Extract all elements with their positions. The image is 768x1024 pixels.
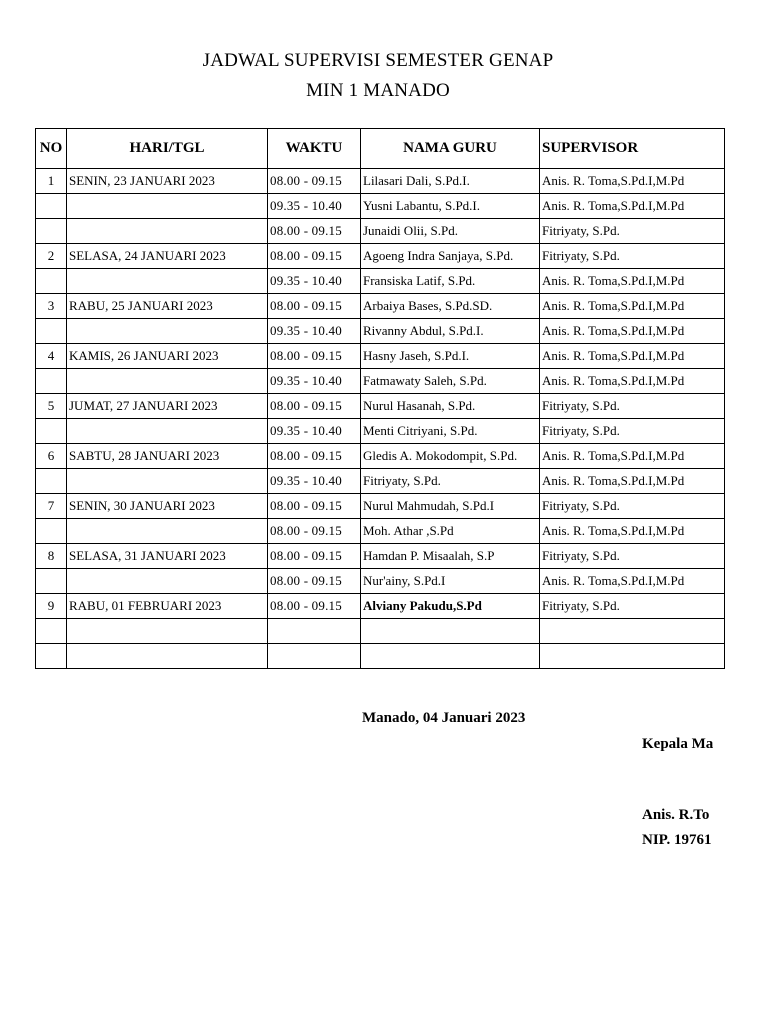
cell-hari-tgl: SENIN, 23 JANUARI 2023 [67, 169, 268, 194]
cell-nama-guru: Alviany Pakudu,S.Pd [361, 594, 540, 619]
cell-no [36, 219, 67, 244]
signatory-name: Anis. R.To [642, 807, 710, 823]
schedule-table [35, 128, 725, 669]
table-row [36, 469, 725, 494]
table-row [36, 444, 725, 469]
cell-nama-guru: Fatmawaty Saleh, S.Pd. [361, 369, 540, 394]
cell-hari-tgl: SELASA, 31 JANUARI 2023 [67, 544, 268, 569]
document-title: JADWAL SUPERVISI SEMESTER GENAP [202, 50, 554, 71]
document-subtitle: MIN 1 MANADO [306, 80, 450, 101]
cell-nama-guru: Nurul Hasanah, S.Pd. [361, 394, 540, 419]
cell-hari-tgl [67, 644, 268, 669]
cell-waktu: 09.35 - 10.40 [268, 194, 361, 219]
cell-no [36, 369, 67, 394]
cell-supervisor: Fitriyaty, S.Pd. [540, 219, 725, 244]
header-row [36, 129, 725, 169]
table-body [36, 169, 725, 669]
cell-waktu: 09.35 - 10.40 [268, 319, 361, 344]
cell-supervisor: Fitriyaty, S.Pd. [540, 544, 725, 569]
signatory-nip: NIP. 19761 [642, 832, 712, 848]
cell-nama-guru: Fitriyaty, S.Pd. [361, 469, 540, 494]
cell-supervisor: Anis. R. Toma,S.Pd.I,M.Pd [540, 194, 725, 219]
cell-nama-guru: Agoeng Indra Sanjaya, S.Pd. [361, 244, 540, 269]
column-header-nama-guru: NAMA GURU [361, 129, 540, 169]
cell-no: 1 [36, 169, 67, 194]
cell-no [36, 644, 67, 669]
cell-no [36, 619, 67, 644]
cell-waktu: 09.35 - 10.40 [268, 469, 361, 494]
cell-supervisor: Anis. R. Toma,S.Pd.I,M.Pd [540, 444, 725, 469]
cell-supervisor [540, 644, 725, 669]
cell-hari-tgl: RABU, 01 FEBRUARI 2023 [67, 594, 268, 619]
cell-no [36, 194, 67, 219]
cell-hari-tgl: SENIN, 30 JANUARI 2023 [67, 494, 268, 519]
cell-supervisor: Anis. R. Toma,S.Pd.I,M.Pd [540, 519, 725, 544]
cell-hari-tgl [67, 469, 268, 494]
cell-waktu: 08.00 - 09.15 [268, 519, 361, 544]
cell-no [36, 269, 67, 294]
cell-hari-tgl [67, 569, 268, 594]
table-row [36, 394, 725, 419]
cell-supervisor: Anis. R. Toma,S.Pd.I,M.Pd [540, 269, 725, 294]
cell-hari-tgl: SELASA, 24 JANUARI 2023 [67, 244, 268, 269]
table-row [36, 344, 725, 369]
cell-nama-guru: Yusni Labantu, S.Pd.I. [361, 194, 540, 219]
table-row [36, 369, 725, 394]
cell-waktu: 08.00 - 09.15 [268, 394, 361, 419]
table-row [36, 619, 725, 644]
cell-supervisor: Anis. R. Toma,S.Pd.I,M.Pd [540, 169, 725, 194]
cell-nama-guru: Nurul Mahmudah, S.Pd.I [361, 494, 540, 519]
column-header-waktu: WAKTU [268, 129, 361, 169]
cell-waktu: 08.00 - 09.15 [268, 444, 361, 469]
cell-no [36, 319, 67, 344]
table-row [36, 169, 725, 194]
cell-hari-tgl [67, 419, 268, 444]
cell-nama-guru: Arbaiya Bases, S.Pd.SD. [361, 294, 540, 319]
cell-no: 5 [36, 394, 67, 419]
cell-no: 8 [36, 544, 67, 569]
cell-no [36, 519, 67, 544]
cell-no: 4 [36, 344, 67, 369]
cell-hari-tgl [67, 194, 268, 219]
cell-hari-tgl [67, 519, 268, 544]
cell-waktu: 08.00 - 09.15 [268, 294, 361, 319]
cell-supervisor: Anis. R. Toma,S.Pd.I,M.Pd [540, 344, 725, 369]
cell-supervisor: Fitriyaty, S.Pd. [540, 594, 725, 619]
cell-supervisor: Anis. R. Toma,S.Pd.I,M.Pd [540, 319, 725, 344]
cell-no: 6 [36, 444, 67, 469]
cell-nama-guru [361, 619, 540, 644]
table-row [36, 219, 725, 244]
cell-supervisor: Fitriyaty, S.Pd. [540, 244, 725, 269]
table-header [36, 129, 725, 169]
cell-nama-guru: Hasny Jaseh, S.Pd.I. [361, 344, 540, 369]
cell-waktu: 09.35 - 10.40 [268, 269, 361, 294]
cell-no [36, 569, 67, 594]
cell-nama-guru: Moh. Athar ,S.Pd [361, 519, 540, 544]
cell-waktu: 08.00 - 09.15 [268, 169, 361, 194]
cell-waktu [268, 619, 361, 644]
table-row [36, 544, 725, 569]
cell-nama-guru: Menti Citriyani, S.Pd. [361, 419, 540, 444]
cell-nama-guru [361, 644, 540, 669]
column-header-hari-tgl: HARI/TGL [67, 129, 268, 169]
cell-hari-tgl: SABTU, 28 JANUARI 2023 [67, 444, 268, 469]
cell-waktu: 08.00 - 09.15 [268, 344, 361, 369]
cell-waktu: 08.00 - 09.15 [268, 569, 361, 594]
table-row [36, 244, 725, 269]
table-row [36, 569, 725, 594]
cell-waktu: 09.35 - 10.40 [268, 369, 361, 394]
cell-supervisor: Anis. R. Toma,S.Pd.I,M.Pd [540, 294, 725, 319]
cell-hari-tgl: RABU, 25 JANUARI 2023 [67, 294, 268, 319]
cell-waktu: 08.00 - 09.15 [268, 244, 361, 269]
cell-waktu: 08.00 - 09.15 [268, 544, 361, 569]
cell-no: 2 [36, 244, 67, 269]
cell-nama-guru: Hamdan P. Misaalah, S.P [361, 544, 540, 569]
cell-hari-tgl [67, 619, 268, 644]
cell-nama-guru: Fransiska Latif, S.Pd. [361, 269, 540, 294]
cell-nama-guru: Junaidi Olii, S.Pd. [361, 219, 540, 244]
cell-no [36, 419, 67, 444]
cell-no: 7 [36, 494, 67, 519]
table-row [36, 594, 725, 619]
table-row [36, 319, 725, 344]
cell-supervisor [540, 619, 725, 644]
table-row [36, 194, 725, 219]
cell-supervisor: Fitriyaty, S.Pd. [540, 419, 725, 444]
cell-waktu: 09.35 - 10.40 [268, 419, 361, 444]
cell-supervisor: Anis. R. Toma,S.Pd.I,M.Pd [540, 369, 725, 394]
place-date: Manado, 04 Januari 2023 [362, 710, 526, 726]
cell-hari-tgl [67, 369, 268, 394]
cell-hari-tgl: KAMIS, 26 JANUARI 2023 [67, 344, 268, 369]
column-header-supervisor: SUPERVISOR [540, 129, 725, 169]
cell-hari-tgl [67, 269, 268, 294]
cell-supervisor: Fitriyaty, S.Pd. [540, 494, 725, 519]
signatory-position: Kepala Ma [642, 736, 714, 752]
cell-nama-guru: Rivanny Abdul, S.Pd.I. [361, 319, 540, 344]
cell-hari-tgl: JUMAT, 27 JANUARI 2023 [67, 394, 268, 419]
table-row [36, 419, 725, 444]
column-header-no: NO [36, 129, 67, 169]
cell-waktu: 08.00 - 09.15 [268, 494, 361, 519]
cell-supervisor: Anis. R. Toma,S.Pd.I,M.Pd [540, 569, 725, 594]
table-row [36, 644, 725, 669]
cell-waktu: 08.00 - 09.15 [268, 219, 361, 244]
cell-nama-guru: Lilasari Dali, S.Pd.I. [361, 169, 540, 194]
cell-supervisor: Fitriyaty, S.Pd. [540, 394, 725, 419]
cell-hari-tgl [67, 219, 268, 244]
table-row [36, 494, 725, 519]
cell-hari-tgl [67, 319, 268, 344]
table-row [36, 519, 725, 544]
cell-no: 3 [36, 294, 67, 319]
table-row [36, 269, 725, 294]
cell-no [36, 469, 67, 494]
cell-waktu: 08.00 - 09.15 [268, 594, 361, 619]
cell-nama-guru: Gledis A. Mokodompit, S.Pd. [361, 444, 540, 469]
cell-waktu [268, 644, 361, 669]
table-row [36, 294, 725, 319]
cell-nama-guru: Nur'ainy, S.Pd.I [361, 569, 540, 594]
cell-no: 9 [36, 594, 67, 619]
cell-supervisor: Anis. R. Toma,S.Pd.I,M.Pd [540, 469, 725, 494]
